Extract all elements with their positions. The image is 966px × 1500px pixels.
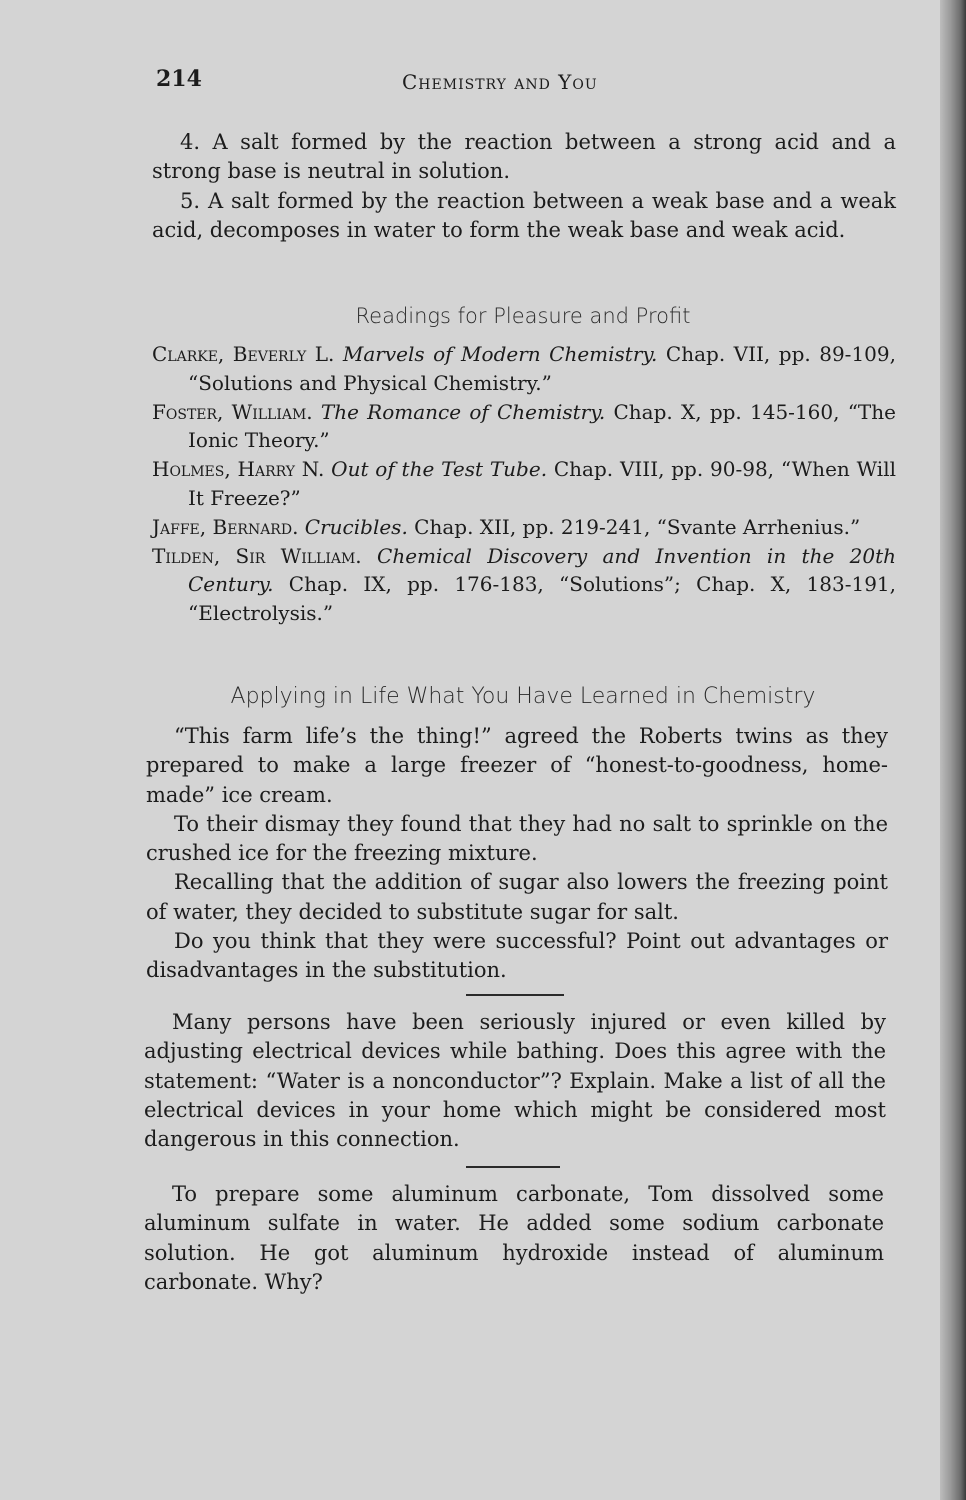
section-divider [466, 994, 564, 996]
paragraph: Recalling that the addition of sugar also lowers the freezing point of water, they decided to substitute sugar for salt. [146, 870, 888, 924]
applying-heading: Applying in Life What You Have Learned in Chemistry [230, 684, 816, 709]
reading-entry: Clarke, Beverly L. Marvels of Modern Chemistry. Chap. VII, pp. 89-109, “Solutions and Physical Chemistry.” [152, 342, 896, 395]
summary-item: 5. A salt formed by the reaction between a weak base and a weak acid, decomposes in water to form the weak base and weak acid. [152, 188, 896, 242]
applying-section [146, 722, 888, 986]
paragraph: To prepare some aluminum carbonate, Tom dissolved some aluminum sulfate in water. He added some sodium carbonate solution. He got aluminum hydroxide instead of aluminum carbonate. Why? [144, 1182, 884, 1294]
readings-list [152, 340, 896, 628]
running-title: Chemistry and You [402, 70, 598, 94]
page-binding-edge [940, 0, 966, 1500]
page-number: 214 [156, 66, 202, 92]
carbonate-problem [144, 1180, 884, 1297]
readings-heading: Readings for Pleasure and Profit [355, 304, 691, 328]
paragraph: To their dismay they found that they had no salt to sprinkle on the crushed ice for the freezing mixture. [146, 811, 888, 866]
reading-entry: Jaffe, Bernard. Crucibles. Chap. XII, pp. 219-241, “Svante Arrhenius.” [152, 514, 861, 539]
summary-list [152, 128, 896, 245]
section-divider [466, 1166, 560, 1168]
summary-item: 4. A salt formed by the reaction between a strong acid and a strong base is neutral in solution. [152, 130, 896, 184]
paragraph: “This farm life’s the thing!” agreed the Roberts twins as they prepared to make a large freezer of “honest-to-goodness, home-made” ice cream. [146, 724, 888, 807]
paragraph: Do you think that they were successful? Point out advantages or disadvantages in the substitution. [146, 929, 888, 983]
reading-entry: Foster, William. The Romance of Chemistry. Chap. X, pp. 145-160, “The Ionic Theory.” [152, 399, 896, 453]
reading-entry: Tilden, Sir William. Chemical Discovery and Invention in the 20th Century. Chap. IX, pp. 176-183, “Solutions”; Chap. X, 183-191, “Electrolysis.” [152, 543, 897, 626]
electrical-problem [144, 1008, 886, 1154]
paragraph: Many persons have been seriously injured or even killed by adjusting electrical devices while bathing. Does this agree with the statement: “Water is a nonconductor”? Explain. Make a list of all the electrical devices in your home which might be considered most dangerous in this connection. [144, 1010, 886, 1152]
reading-entry: Holmes, Harry N. Out of the Test Tube. Chap. VIII, pp. 90-98, “When Will It Freeze?” [152, 457, 896, 510]
